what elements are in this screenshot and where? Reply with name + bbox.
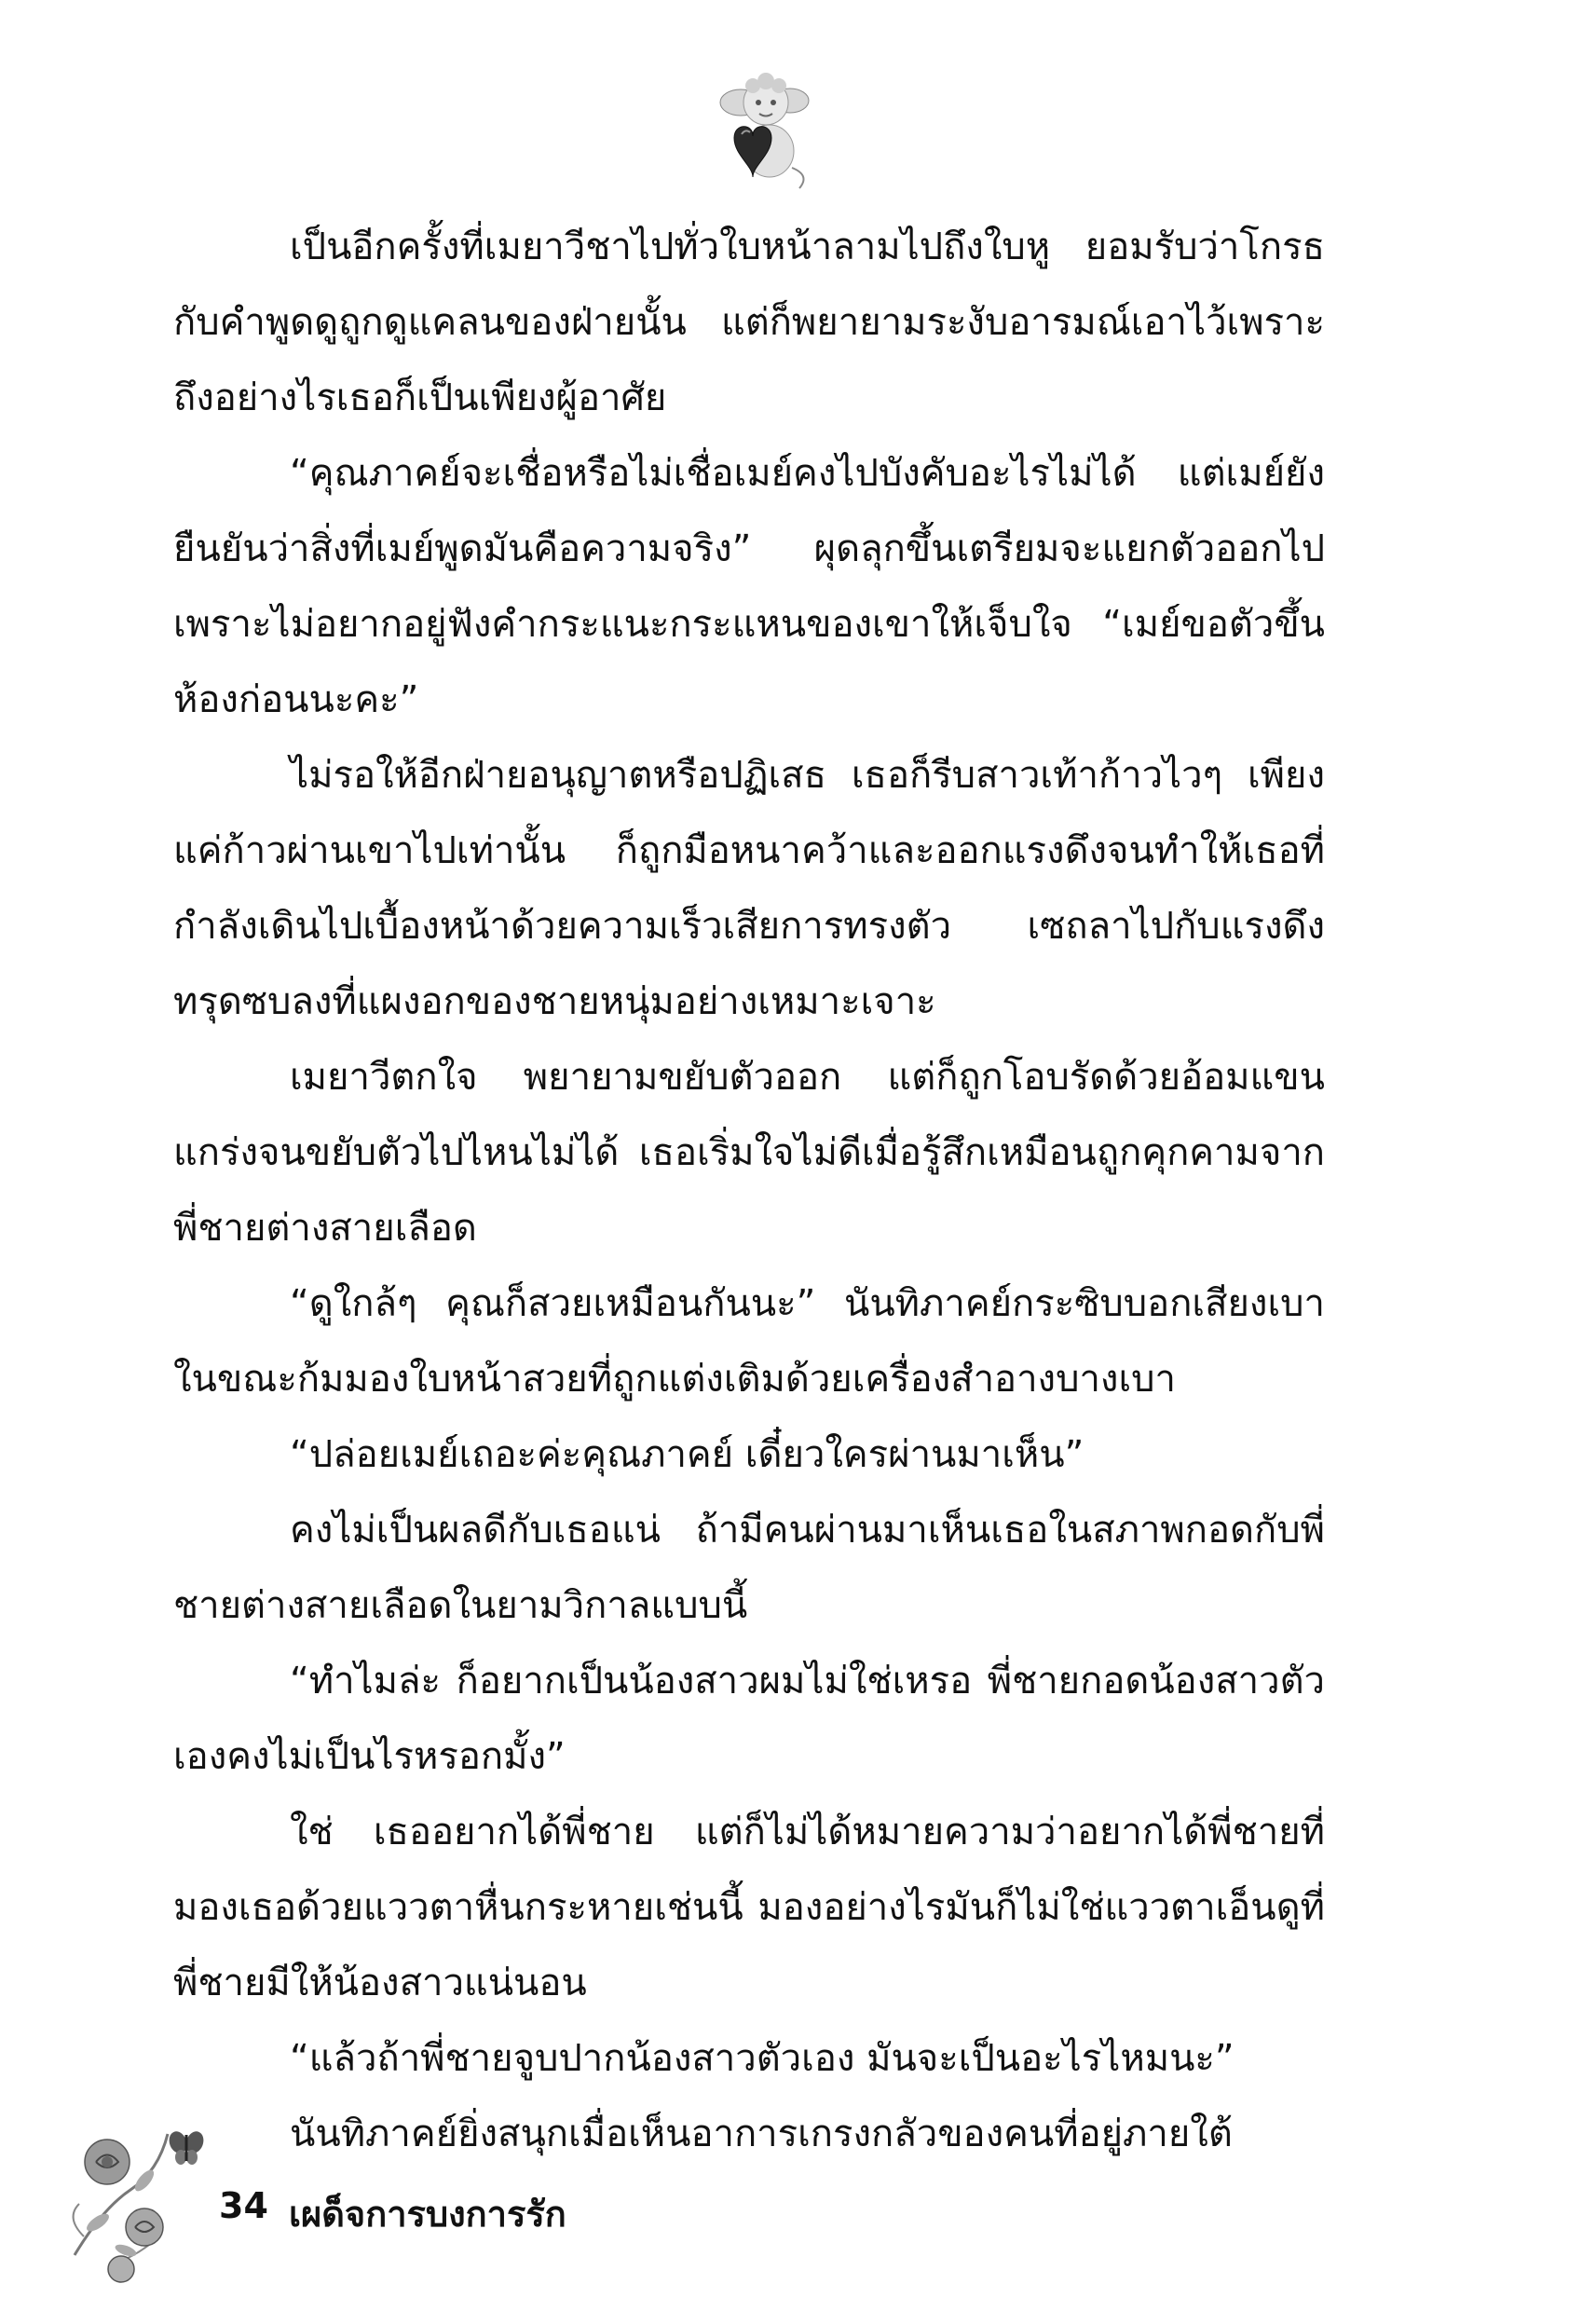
body-text: [173, 210, 1325, 2172]
paragraph: “ทำไมล่ะ ก็อยากเป็นน้องสาวผมไม่ใช่เหรอ พี่ชายกอดน้องสาวตัวเองคงไม่เป็นไรหรอกมั้ง”: [173, 1660, 1325, 1778]
paragraph: “ดูใกล้ๆ คุณก็สวยเหมือนกันนะ” นันทิภาคย์กระซิบบอกเสียงเบาในขณะก้มมองใบหน้าสวยที่ถูกแต่งเติมด้วยเครื่องสำอางบางเบา: [173, 1282, 1325, 1401]
paragraph: “ปล่อยเมย์เถอะค่ะคุณภาคย์ เดี๋ยวใครผ่านมาเห็น”: [290, 1433, 1084, 1476]
paragraph: คงไม่เป็นผลดีกับเธอแน่ ถ้ามีคนผ่านมาเห็นเธอในสภาพกอดกับพี่ชายต่างสายเลือดในยามวิกาลแบบนี้: [173, 1509, 1325, 1627]
page-footer: [56, 2097, 708, 2283]
paragraph: เมยาวีตกใจ พยายามขยับตัวออก แต่ก็ถูกโอบรัดด้วยอ้อมแขนแกร่งจนขยับตัวไปไหนไม่ได้ เธอเริ่มใจไม่ดีเมื่อรู้สึกเหมือนถูกคุกคามจากพี่ชายต่างสายเลือด: [173, 1056, 1325, 1250]
paragraph: เป็นอีกครั้งที่เมยาวีชาไปทั่วใบหน้าลามไปถึงใบหู ยอมรับว่าโกรธกับคำพูดดูถูกดูแคลนของฝ่ายนั้น แต่ก็พยายามระงับอารมณ์เอาไว้เพราะถึงอย่างไรเธอก็เป็นเพียงผู้อาศัย: [173, 226, 1325, 419]
paragraph: “คุณภาคย์จะเชื่อหรือไม่เชื่อเมย์คงไปบังคับอะไรไม่ได้ แต่เมย์ยังยืนยันว่าสิ่งที่เมย์พูดมันคือความจริง” ผุดลุกขึ้นเตรียมจะแยกตัวออกไป เพราะไม่อยากอยู่ฟังคำกระแนะกระแหนของเขาให้เจ็บใจ “เมย์ขอตัวขึ้นห้องก่อนนะคะ”: [173, 452, 1325, 721]
paragraph: ไม่รอให้อีกฝ่ายอนุญาตหรือปฏิเสธ เธอก็รีบสาวเท้าก้าวไวๆ เพียงแค่ก้าวผ่านเขาไปเท่านั้น ก็ถูกมือหนาคว้าและออกแรงดึงจนทำให้เธอที่กำลังเดินไปเบื้องหน้าด้วยความเร็วเสียการทรงตัว เซถลาไปกับแรงดึง ทรุดซบลงที่แผงอกของชายหนุ่มอย่างเหมาะเจาะ: [173, 754, 1325, 1023]
book-title: เผด็จการบงการรัก: [289, 2194, 566, 2235]
cupid-heart-icon: [708, 65, 820, 196]
paragraph: “แล้วถ้าพี่ชายจูบปากน้องสาวตัวเอง มันจะเป็นอะไรไหมนะ”: [290, 2037, 1235, 2080]
paragraph: ใช่ เธออยากได้พี่ชาย แต่ก็ไม่ได้หมายความว่าอยากได้พี่ชายที่มองเธอด้วยแววตาหื่นกระหายเช่นนี้ มองอย่างไรมันก็ไม่ใช่แววตาเอ็นดูที่พี่ชายมีให้น้องสาวแน่นอน: [173, 1811, 1325, 2004]
page-number: 34: [219, 2185, 268, 2226]
rose-butterfly-icon: [56, 2097, 224, 2283]
paragraph: นันทิภาคย์ยิ่งสนุกเมื่อเห็นอาการเกรงกลัวของคนที่อยู่ภายใต้: [290, 2113, 1233, 2155]
